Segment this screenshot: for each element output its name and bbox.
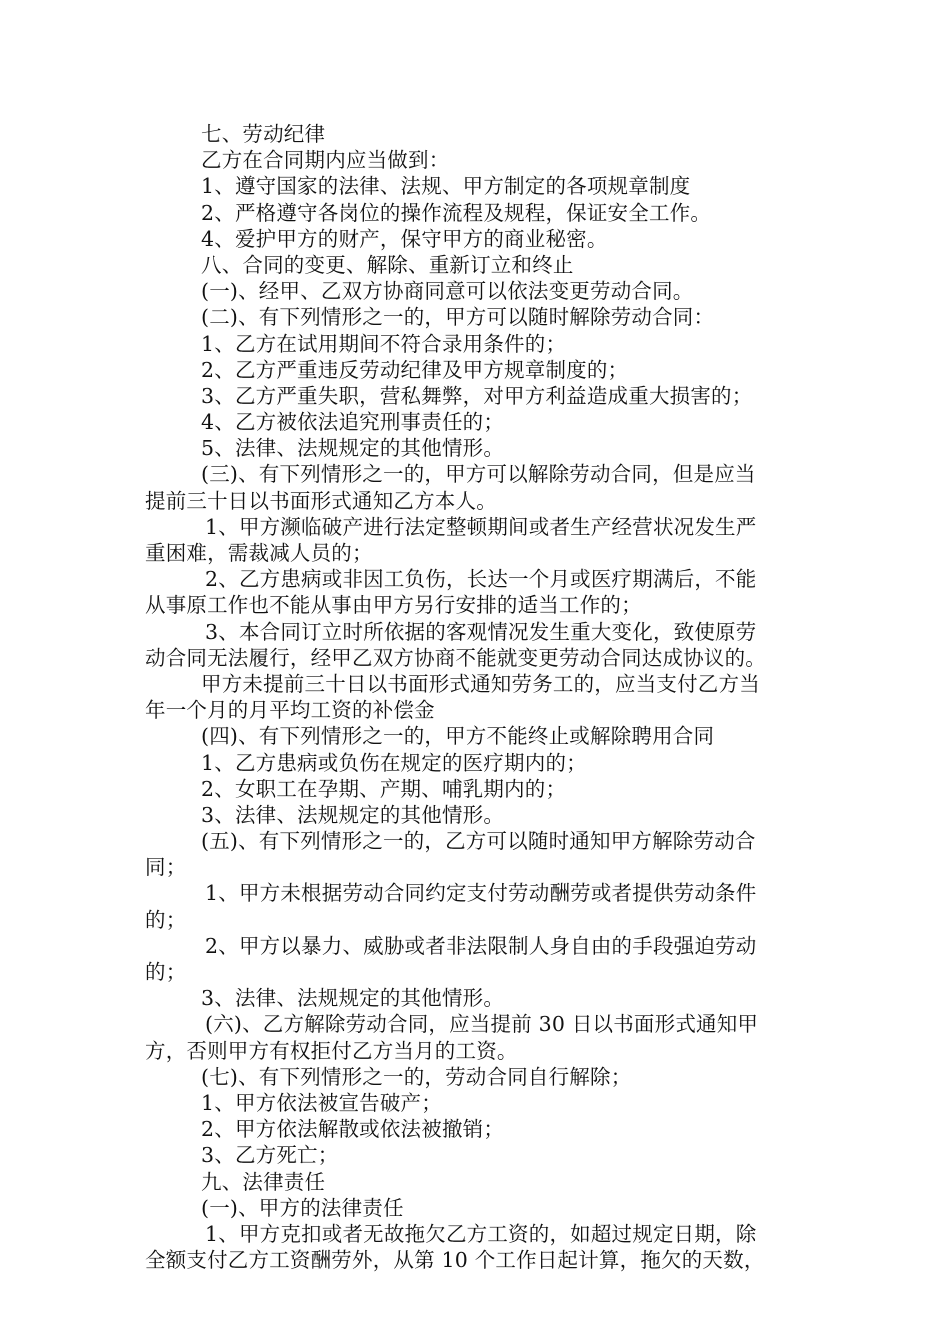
text-line: 甲方未提前三十日以书面形式通知劳务工的，应当支付乙方当 (201, 671, 760, 696)
text-line: 九、法律责任 (201, 1169, 326, 1194)
text-line: (三)、有下列情形之一的，甲方可以解除劳动合同，但是应当 (201, 462, 756, 487)
text-line: 3、本合同订立时所依据的客观情况发生重大变化，致使原劳 (205, 619, 757, 644)
text-line: 全额支付乙方工资酬劳外，从第 10 个工作日起计算，拖欠的天数， (145, 1248, 765, 1273)
text-line: 3、法律、法规规定的其他情形。 (201, 802, 505, 827)
text-line: 2、女职工在孕期、产期、哺乳期内的； (201, 776, 567, 801)
text-line: 从事原工作也不能从事由甲方另行安排的适当工作的； (145, 593, 642, 618)
text-line: 七、劳动纪律 (201, 122, 326, 146)
text-line: (一)、甲方的法律责任 (201, 1195, 404, 1220)
text-line: 2、乙方严重违反劳动纪律及甲方规章制度的； (201, 357, 629, 382)
text-line: 5、法律、法规规定的其他情形。 (201, 436, 505, 461)
text-line: 乙方在合同期内应当做到： (201, 148, 450, 173)
text-line: 2、严格遵守各岗位的操作流程及规程，保证安全工作。 (201, 200, 712, 225)
text-line: (六)、乙方解除劳动合同，应当提前 30 日以书面形式通知甲 (205, 1012, 759, 1037)
text-line: (二)、有下列情形之一的，甲方可以随时解除劳动合同： (201, 305, 715, 330)
text-line: 年一个月的月平均工资的补偿金 (145, 698, 435, 723)
text-line: 1、乙方患病或负伤在规定的医疗期内的； (201, 750, 587, 775)
text-line: 的； (145, 960, 187, 984)
text-line: 2、乙方患病或非因工负伤，长达一个月或医疗期满后，不能 (205, 567, 757, 592)
text-line: 2、甲方以暴力、威胁或者非法限制人身自由的手段强迫劳动 (205, 933, 757, 958)
text-line: 1、遵守国家的法律、法规、甲方制定的各项规章制度 (201, 174, 691, 199)
text-line: 1、乙方在试用期间不符合录用条件的； (201, 331, 567, 356)
text-line: 同； (145, 855, 187, 880)
text-line: 3、乙方死亡； (201, 1143, 339, 1168)
text-line: 2、甲方依法解散或依法被撤销； (201, 1117, 505, 1142)
text-line: (四)、有下列情形之一的，甲方不能终止或解除聘用合同 (201, 724, 715, 749)
text-line: 1、甲方依法被宣告破产； (201, 1090, 442, 1115)
text-line: 八、合同的变更、解除、重新订立和终止 (201, 252, 574, 277)
text-line: 4、爱护甲方的财产，保守甲方的商业秘密。 (201, 226, 608, 251)
text-line: 动合同无法履行，经甲乙双方协商不能就变更劳动合同达成协议的。 (145, 645, 766, 670)
text-line: 1、甲方未根据劳动合同约定支付劳动酬劳或者提供劳动条件 (205, 881, 757, 906)
text-line: 提前三十日以书面形式通知乙方本人。 (145, 488, 497, 513)
document-body (145, 121, 810, 1273)
text-line: 重困难，需裁减人员的； (145, 541, 373, 565)
text-line: 3、法律、法规规定的其他情形。 (201, 986, 505, 1011)
text-line: (五)、有下列情形之一的，乙方可以随时通知甲方解除劳动合 (201, 829, 756, 854)
text-line: 3、乙方严重失职，营私舞弊，对甲方利益造成重大损害的； (201, 383, 753, 408)
text-line: 1、甲方克扣或者无故拖欠乙方工资的，如超过规定日期，除 (205, 1221, 757, 1246)
text-line: (一)、经甲、乙双方协商同意可以依法变更劳动合同。 (201, 279, 694, 304)
text-line: 的； (145, 907, 187, 932)
text-line: 方，否则甲方有权拒付乙方当月的工资。 (145, 1038, 518, 1063)
text-line: 4、乙方被依法追究刑事责任的； (201, 410, 505, 435)
text-line: (七)、有下列情形之一的，劳动合同自行解除； (201, 1064, 632, 1089)
text-line: 1、甲方濒临破产进行法定整顿期间或者生产经营状况发生严 (205, 514, 757, 539)
